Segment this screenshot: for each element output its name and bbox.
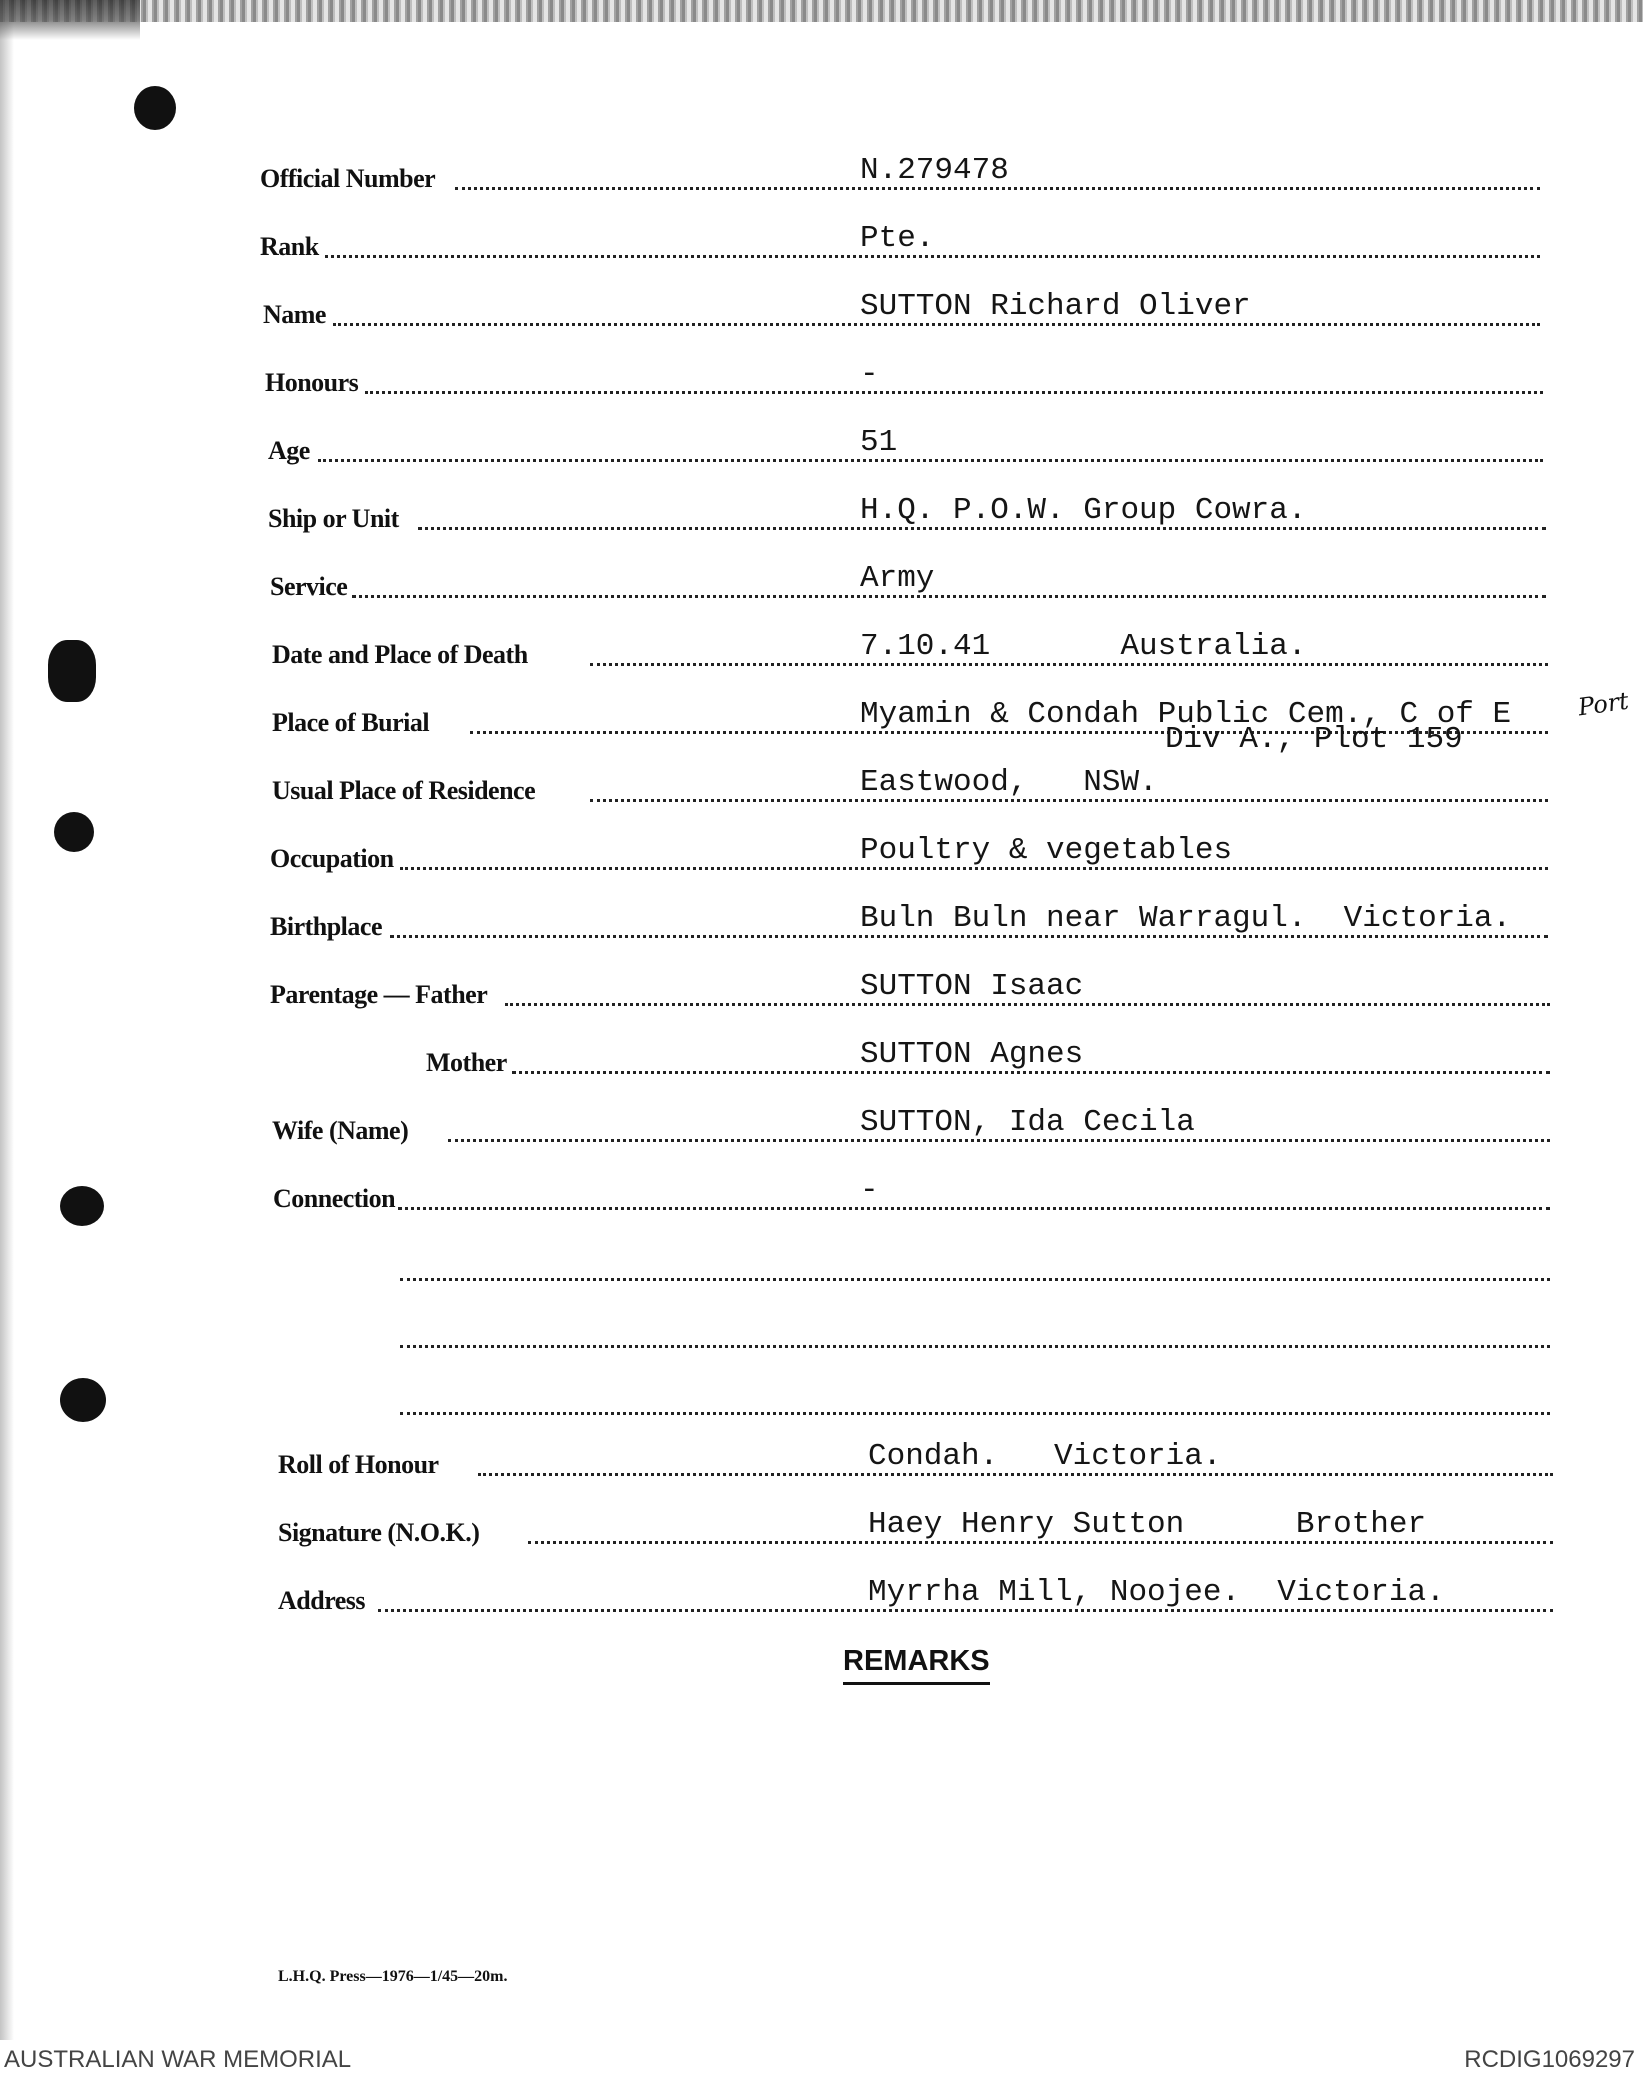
- row-address: [0, 1562, 1643, 1622]
- value-birthplace: Buln Buln near Warragul. Victoria.: [860, 901, 1512, 936]
- row-date-place-death: [0, 616, 1643, 676]
- value-burial-continuation: Div A., Plot 159: [1165, 722, 1463, 757]
- blank-dotted-line: [400, 1345, 1550, 1348]
- label-roll-of-honour: Roll of Honour: [278, 1450, 439, 1479]
- label-official-number: Official Number: [260, 164, 436, 193]
- label-name: Name: [263, 300, 326, 329]
- label-usual-residence: Usual Place of Residence: [272, 776, 536, 805]
- value-name: SUTTON Richard Oliver: [860, 289, 1251, 324]
- value-honours: -: [860, 357, 879, 392]
- row-occupation: [0, 820, 1643, 880]
- row-name: [0, 276, 1643, 336]
- footer-archive-name: AUSTRALIAN WAR MEMORIAL: [4, 2046, 352, 2073]
- scan-edge-top: [0, 0, 1643, 22]
- value-date-place-death: 7.10.41 Australia.: [860, 629, 1307, 664]
- remarks-heading: REMARKS: [843, 1645, 990, 1685]
- value-wife: SUTTON, Ida Cecila: [860, 1105, 1195, 1140]
- row-mother: [0, 1024, 1643, 1084]
- label-address: Address: [278, 1586, 366, 1615]
- row-connection: [0, 1160, 1643, 1220]
- label-date-place-death: Date and Place of Death: [272, 640, 528, 669]
- label-father: Parentage — Father: [270, 980, 488, 1009]
- value-address: Myrrha Mill, Noojee. Victoria.: [868, 1575, 1445, 1610]
- label-signature: Signature (N.O.K.): [278, 1518, 480, 1547]
- value-mother: SUTTON Agnes: [860, 1037, 1084, 1072]
- dotted-line: [352, 595, 1546, 598]
- value-ship-or-unit: H.Q. P.O.W. Group Cowra.: [860, 493, 1307, 528]
- blank-dotted-line: [400, 1412, 1550, 1415]
- value-official-number: N.279478: [860, 153, 1009, 188]
- dotted-line: [365, 391, 1543, 394]
- label-mother: Mother: [426, 1048, 507, 1077]
- label-occupation: Occupation: [270, 844, 394, 873]
- value-usual-residence: Eastwood, NSW.: [860, 765, 1158, 800]
- row-official-number: [0, 140, 1643, 200]
- value-occupation: Poultry & vegetables: [860, 833, 1233, 868]
- label-honours: Honours: [265, 368, 359, 397]
- label-age: Age: [268, 436, 310, 465]
- label-connection: Connection: [273, 1184, 396, 1213]
- dotted-line: [318, 459, 1543, 462]
- blank-dotted-line: [400, 1278, 1550, 1281]
- dotted-line: [398, 1207, 1550, 1210]
- row-ship-or-unit: [0, 480, 1643, 540]
- value-father: SUTTON Isaac: [860, 969, 1084, 1004]
- handwritten-annotation: Port: [1576, 686, 1631, 722]
- row-wife: [0, 1092, 1643, 1152]
- row-rank: [0, 208, 1643, 268]
- value-service: Army: [860, 561, 935, 596]
- label-birthplace: Birthplace: [270, 912, 382, 941]
- press-note: L.H.Q. Press—1976—1/45—20m.: [278, 1968, 508, 1985]
- value-signature: Haey Henry Sutton Brother: [868, 1507, 1427, 1542]
- punch-hole-left-4: [60, 1378, 106, 1422]
- row-service: [0, 548, 1643, 608]
- value-roll-of-honour: Condah. Victoria.: [868, 1439, 1222, 1474]
- row-age: [0, 412, 1643, 472]
- row-signature: [0, 1494, 1643, 1554]
- value-connection: -: [860, 1173, 879, 1208]
- value-age: 51: [860, 425, 898, 460]
- row-roll-of-honour: [0, 1426, 1643, 1486]
- row-birthplace: [0, 888, 1643, 948]
- scan-edge-corner: [0, 0, 140, 40]
- row-honours: [0, 344, 1643, 404]
- label-place-of-burial: Place of Burial: [272, 708, 430, 737]
- footer-record-id: RCDIG1069297: [1464, 2046, 1635, 2073]
- label-ship-or-unit: Ship or Unit: [268, 504, 399, 533]
- label-service: Service: [270, 572, 348, 601]
- value-rank: Pte.: [860, 221, 935, 256]
- row-father: [0, 956, 1643, 1016]
- label-rank: Rank: [260, 232, 319, 261]
- row-usual-residence: [0, 752, 1643, 812]
- punch-hole-top: [134, 86, 176, 130]
- value-place-of-burial: Myamin & Condah Public Cem., C of E: [860, 697, 1512, 732]
- label-wife: Wife (Name): [272, 1116, 409, 1145]
